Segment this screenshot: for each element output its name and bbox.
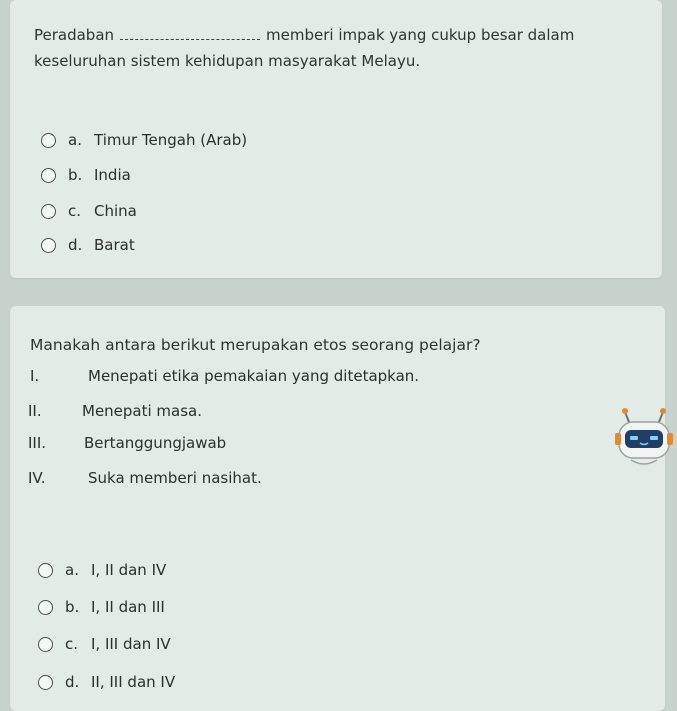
radio-icon[interactable] [38, 563, 53, 578]
statement-number: II. [28, 402, 42, 420]
option-letter: c. [65, 635, 79, 653]
question-1-text-after: memberi impak yang cukup besar dalam [266, 26, 575, 44]
statement-text: Bertanggungjawab [84, 434, 227, 452]
radio-icon[interactable] [41, 238, 56, 253]
option-a[interactable] [38, 561, 166, 579]
statement-item [30, 367, 419, 385]
option-label: China [94, 202, 137, 220]
question-1-text-before: Peradaban [34, 26, 115, 44]
radio-icon[interactable] [41, 168, 56, 183]
statement-item [28, 434, 226, 452]
statement-number: IV. [28, 469, 46, 487]
statement-text: Menepati masa. [82, 402, 203, 420]
statement-text: Menepati etika pemakaian yang ditetapkan. [88, 367, 420, 385]
question-2-text: Manakah antara berikut merupakan etos seorang pelajar? [30, 336, 481, 354]
option-letter: d. [68, 236, 83, 254]
option-label: Timur Tengah (Arab) [94, 131, 248, 149]
question-card-2 [10, 306, 665, 711]
option-label: I, II dan III [91, 598, 165, 616]
question-card-1 [10, 0, 662, 278]
option-letter: a. [65, 561, 79, 579]
option-letter: b. [68, 166, 83, 184]
statement-number: I. [30, 367, 40, 385]
option-label: Barat [94, 236, 135, 254]
statement-text: Suka memberi nasihat. [88, 469, 262, 487]
robot-assistant-icon[interactable] [613, 402, 675, 474]
option-label: I, III dan IV [91, 635, 171, 653]
statement-item [28, 402, 202, 420]
option-b[interactable] [41, 166, 131, 184]
option-b[interactable] [38, 598, 165, 616]
option-a[interactable] [41, 131, 247, 149]
statement-item [28, 469, 262, 487]
radio-icon[interactable] [41, 133, 56, 148]
option-c[interactable] [38, 635, 171, 653]
question-1-line-1 [34, 24, 574, 46]
option-c[interactable] [41, 202, 137, 220]
option-letter: a. [68, 131, 82, 149]
option-letter: b. [65, 598, 80, 616]
option-label: India [94, 166, 131, 184]
option-d[interactable] [38, 673, 175, 691]
statement-number: III. [28, 434, 47, 452]
option-label: II, III dan IV [91, 673, 176, 691]
option-label: I, II dan IV [91, 561, 167, 579]
radio-icon[interactable] [38, 600, 53, 615]
radio-icon[interactable] [38, 675, 53, 690]
option-letter: c. [68, 202, 82, 220]
radio-icon[interactable] [38, 637, 53, 652]
option-d[interactable] [41, 236, 135, 254]
option-letter: d. [65, 673, 80, 691]
fill-blank [120, 25, 260, 40]
question-1-line-2: keseluruhan sistem kehidupan masyarakat Melayu. [34, 52, 421, 70]
radio-icon[interactable] [41, 204, 56, 219]
